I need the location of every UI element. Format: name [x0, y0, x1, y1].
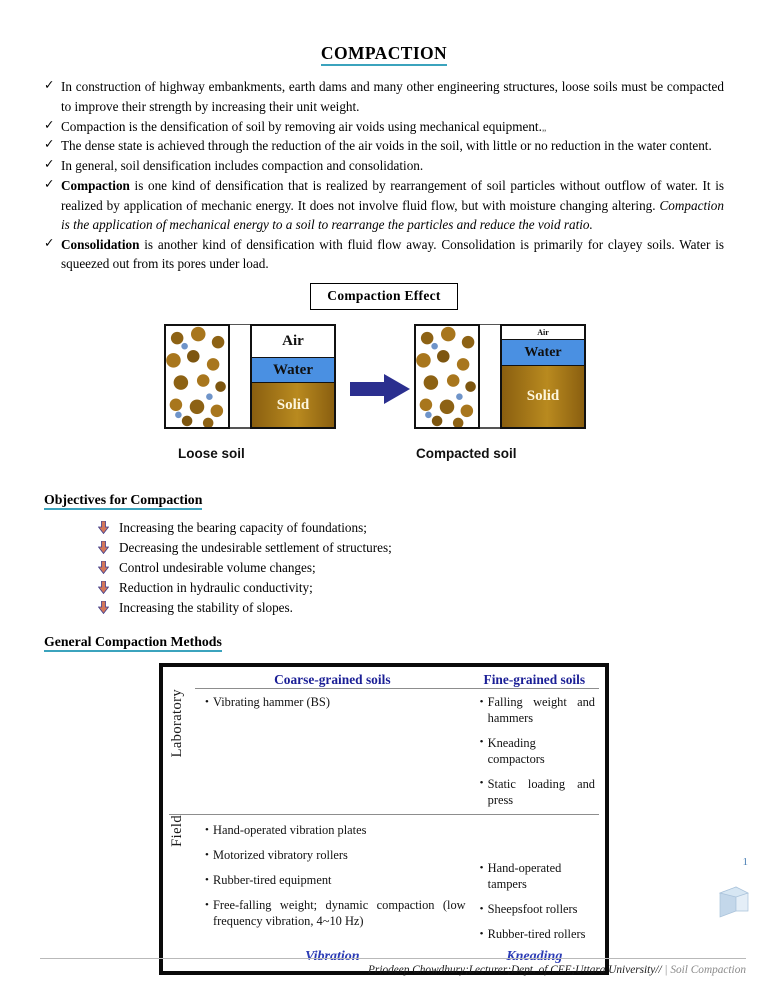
- footer-topic: Soil Compaction: [670, 964, 746, 976]
- page-title: [0, 44, 768, 63]
- phase-water: Water: [502, 339, 584, 366]
- list-item: [98, 578, 768, 598]
- down-arrow-bullet-icon: [98, 601, 109, 614]
- list-item: [44, 156, 724, 175]
- objective-text: Decreasing the undesirable settlement of structures;: [119, 539, 392, 555]
- phase-solid: Solid: [252, 383, 334, 426]
- bullet-term: Consolidation: [61, 237, 140, 252]
- list-item: [98, 518, 768, 538]
- objectives-list: [98, 518, 768, 618]
- footer-author: Priodeep Chowdhury;Lecturer;Dept. of CEE;Uttara University//: [368, 964, 662, 976]
- page-footer: [40, 958, 746, 976]
- corner-cell: [169, 672, 195, 689]
- down-arrow-bullet-icon: [98, 541, 109, 554]
- method-list: [470, 815, 599, 949]
- column-header-coarse: Coarse-grained soils: [195, 672, 470, 689]
- list-item: • Sheepsfoot rollers: [480, 902, 595, 918]
- list-item: [44, 117, 724, 136]
- bullet-text: The dense state is achieved through the reduction of the air voids in the soil, with little or no reduction in the water content.: [61, 138, 712, 154]
- methods-heading-wrap: [0, 618, 768, 651]
- cell-field-coarse: [195, 815, 470, 949]
- row-label-cell-field: [169, 815, 195, 949]
- phase-air: Air: [252, 326, 334, 357]
- list-item: • Rubber-tired rollers: [480, 927, 595, 943]
- checkmark-icon: ✓: [44, 176, 55, 192]
- phase-solid: Solid: [502, 366, 584, 427]
- list-item: [44, 176, 724, 234]
- row-label-laboratory: Laboratory: [169, 688, 185, 758]
- bullet-text: is another kind of densification with fluid flow away. Consolidation is primarily for clayey soils. Water is squeezed out from its pores under load.: [61, 237, 724, 272]
- checkmark-icon: ✓: [44, 116, 55, 132]
- table-header-row: [169, 672, 599, 689]
- method-list: [195, 689, 470, 717]
- compacted-soil-caption: Compacted soil: [416, 445, 517, 461]
- row-label-field: Field: [169, 815, 185, 848]
- compaction-methods-table: [159, 663, 609, 975]
- compaction-effect-figure: [164, 324, 604, 476]
- bullet-text: is one kind of densification that is realized by rearrangement of soil particles without outflow of water. It is realized by application of mechanic energy. It does not involve fluid flow, but with moisture changing altering.: [61, 178, 724, 213]
- list-item: • Motorized vibratory rollers: [205, 848, 466, 864]
- cell-laboratory-coarse: [195, 689, 470, 815]
- objectives-heading: [44, 492, 202, 508]
- list-item: • Hand-operated vibration plates: [205, 823, 466, 839]
- page-title-text: COMPACTION: [321, 43, 447, 66]
- checkmark-icon: ✓: [44, 156, 55, 172]
- loose-soil-particles-image: [164, 324, 230, 429]
- objective-text: Reduction in hydraulic conductivity;: [119, 580, 313, 595]
- methods-grid: [169, 672, 599, 965]
- column-header-fine: Fine-grained soils: [470, 672, 599, 689]
- table-row-laboratory: [169, 689, 599, 815]
- bullet-text: Compaction is the densification of soil by removing air voids using mechanical equipment.: [61, 118, 542, 134]
- phase-water: Water: [252, 357, 334, 383]
- intro-bullet-list: [44, 77, 724, 274]
- table-row-field: [169, 815, 599, 949]
- list-item: • Hand-operated tampers: [480, 861, 595, 893]
- loose-soil-caption: Loose soil: [178, 445, 245, 461]
- down-arrow-bullet-icon: [98, 521, 109, 534]
- objective-text: Control undesirable volume changes;: [119, 559, 316, 575]
- list-item: • Free-falling weight; dynamic compaction (low frequency vibration, 4~10 Hz): [205, 898, 466, 930]
- list-item: [98, 538, 768, 558]
- bullet-term: Compaction: [61, 178, 130, 194]
- checkmark-icon: ✓: [44, 77, 55, 93]
- list-item: [44, 77, 724, 116]
- objective-text: Increasing the stability of slopes.: [119, 600, 293, 616]
- cell-field-fine: [470, 815, 599, 949]
- list-item: • Static loading and press: [480, 777, 595, 809]
- compaction-effect-box-wrap: [0, 283, 768, 310]
- compacted-soil-particles-image: [414, 324, 480, 429]
- bullet-text: In construction of highway embankments, earth dams and many other engineering structures, loose soils must be compacted to improve their strength by increasing their unit weight.: [61, 79, 724, 114]
- methods-heading: [44, 634, 222, 650]
- loose-soil-group: [164, 324, 336, 429]
- compacted-soil-phase-column: [500, 324, 586, 429]
- method-list: [195, 815, 470, 935]
- list-item: [98, 558, 768, 578]
- footer-label-kneading: Kneading: [506, 948, 563, 964]
- list-item: • Rubber-tired equipment: [205, 873, 466, 889]
- cell-laboratory-fine: [470, 689, 599, 815]
- down-arrow-bullet-icon: [98, 561, 109, 574]
- checkmark-icon: ✓: [44, 235, 55, 250]
- list-item: [98, 598, 768, 618]
- footer-label-vibration: Vibration: [305, 948, 360, 964]
- footer-separator: |: [664, 964, 668, 976]
- objective-text: Increasing the bearing capacity of foundations;: [119, 519, 367, 535]
- phase-air: Air: [502, 326, 584, 339]
- list-item: [44, 136, 724, 155]
- transformation-arrow-icon: [350, 372, 410, 406]
- page-number: 1: [742, 856, 748, 868]
- list-item: • Vibrating hammer (BS): [205, 695, 466, 711]
- list-item: • Falling weight and hammers: [480, 695, 595, 727]
- checkmark-icon: ✓: [44, 136, 55, 152]
- down-arrow-bullet-icon: [98, 581, 109, 594]
- loose-soil-brace: [230, 324, 250, 429]
- loose-soil-phase-column: [250, 324, 336, 429]
- compacted-soil-brace: [480, 324, 500, 429]
- methods-heading-text: General Compaction Methods: [44, 634, 222, 652]
- compacted-soil-group: [414, 324, 586, 429]
- row-label-cell-laboratory: [169, 689, 195, 815]
- bullet-definition: Compaction is the application of mechanical energy to a soil to rearrange the particles and reduce the void ratio.: [61, 197, 724, 233]
- bullet-text: In general, soil densification includes compaction and consolidation.: [61, 158, 424, 174]
- objectives-heading-text: Objectives for Compaction: [44, 492, 202, 510]
- method-list: [470, 689, 599, 814]
- list-item: • Kneading compactors: [480, 736, 595, 768]
- list-item: [44, 235, 724, 274]
- cube-decoration-icon: [714, 881, 754, 921]
- compaction-effect-label: Compaction Effect: [310, 283, 457, 310]
- objectives-heading-wrap: [0, 476, 768, 509]
- stray-mark-glyph: „: [541, 122, 546, 134]
